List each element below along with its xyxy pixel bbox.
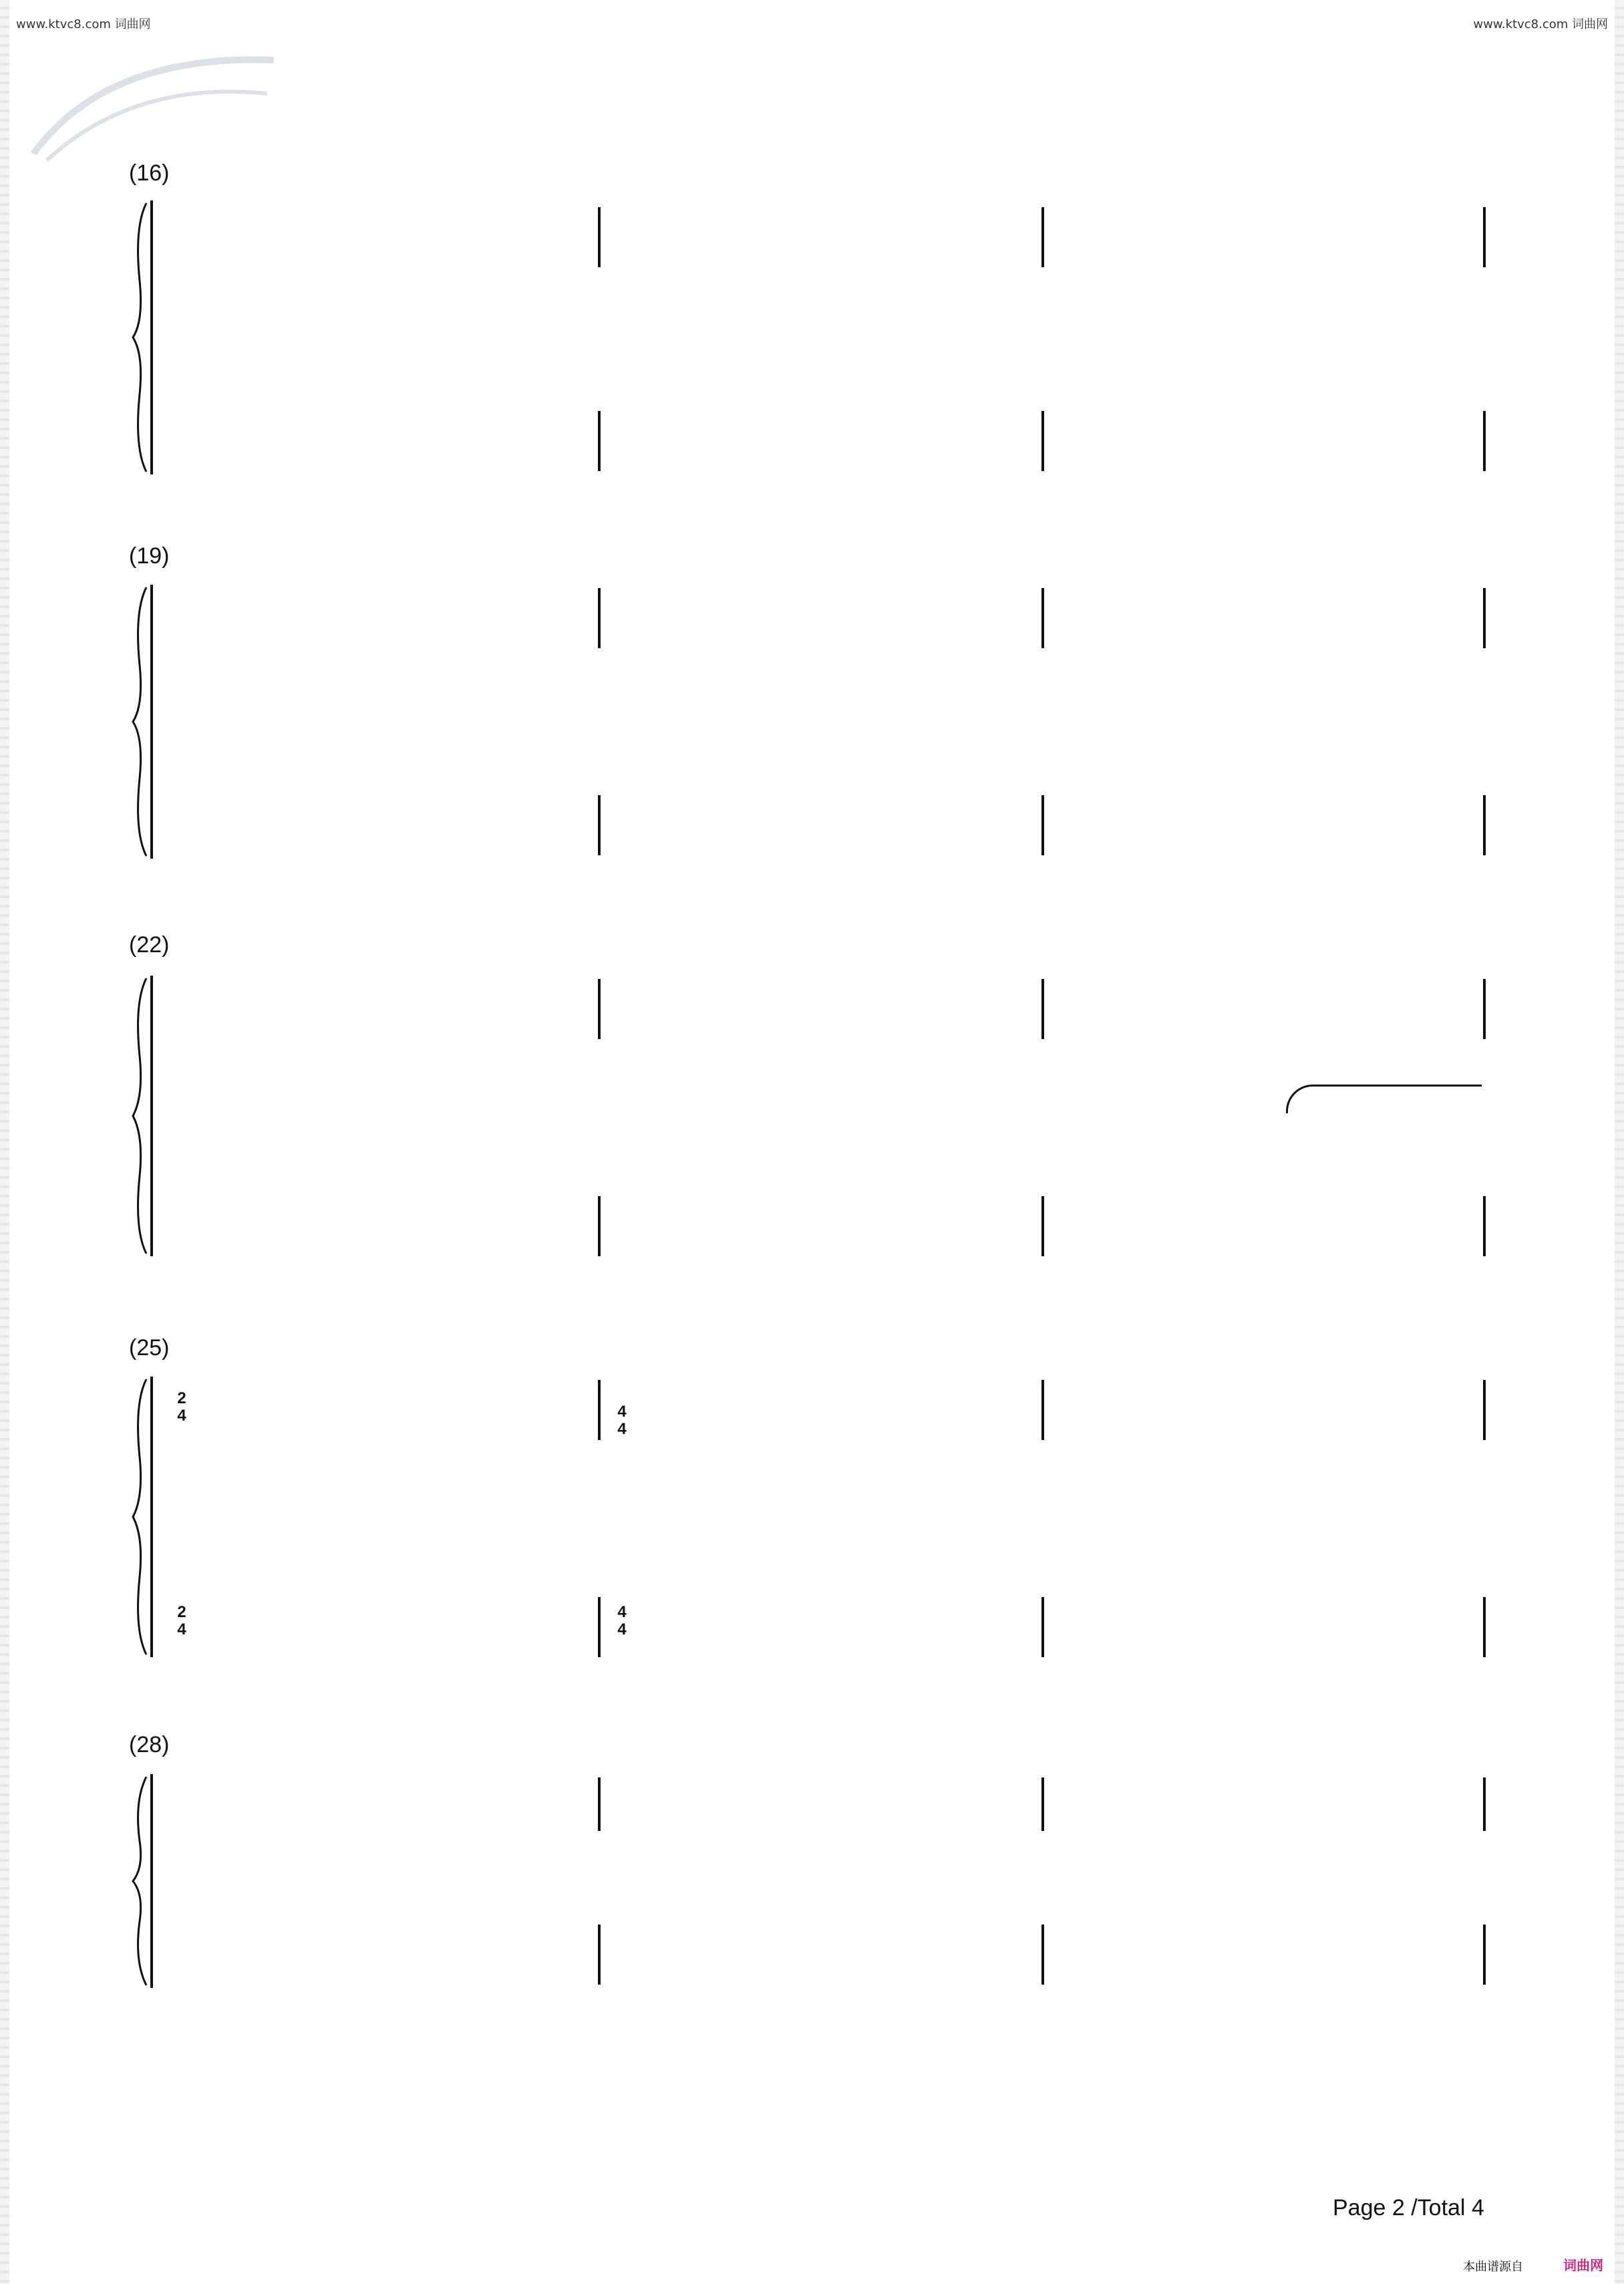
watermark-logo [27,40,281,167]
system-label: (22) [129,932,170,958]
time-signature: 2 4 [177,1389,186,1425]
time-signature: 4 4 [617,1403,627,1438]
time-signature: 4 4 [617,1603,627,1638]
footer-brand-logo: 词曲网 [1563,2257,1603,2273]
barline [598,207,601,267]
barline [598,411,601,471]
page-indicator: Page 2 /Total 4 [1333,2195,1484,2221]
score-system [130,976,1486,1256]
system-label: (25) [129,1335,170,1361]
system-brace [130,585,149,859]
system-brace [130,200,149,474]
score-system [130,200,1486,474]
system-brace [130,976,149,1256]
barline [1041,411,1044,471]
header-right: www.ktvc8.com 词曲网 [1473,17,1608,31]
barline [1483,411,1486,471]
system-label: (19) [129,543,170,569]
system-label: (28) [129,1732,170,1757]
score-system [130,585,1486,859]
left-page-edge [0,0,9,2284]
footer-source: 本曲谱源自 [1463,2260,1523,2274]
system-brace [130,1377,149,1657]
header-left: www.ktvc8.com 词曲网 [16,17,151,31]
score-system [130,1774,1486,1988]
barline [1483,207,1486,267]
right-page-edge [1615,0,1624,2284]
tie-slur [1286,1085,1482,1113]
system-brace [130,1774,149,1988]
time-signature: 2 4 [177,1603,186,1638]
system-label: (16) [129,160,170,186]
barline [1041,207,1044,267]
score-system [130,1377,1486,1657]
